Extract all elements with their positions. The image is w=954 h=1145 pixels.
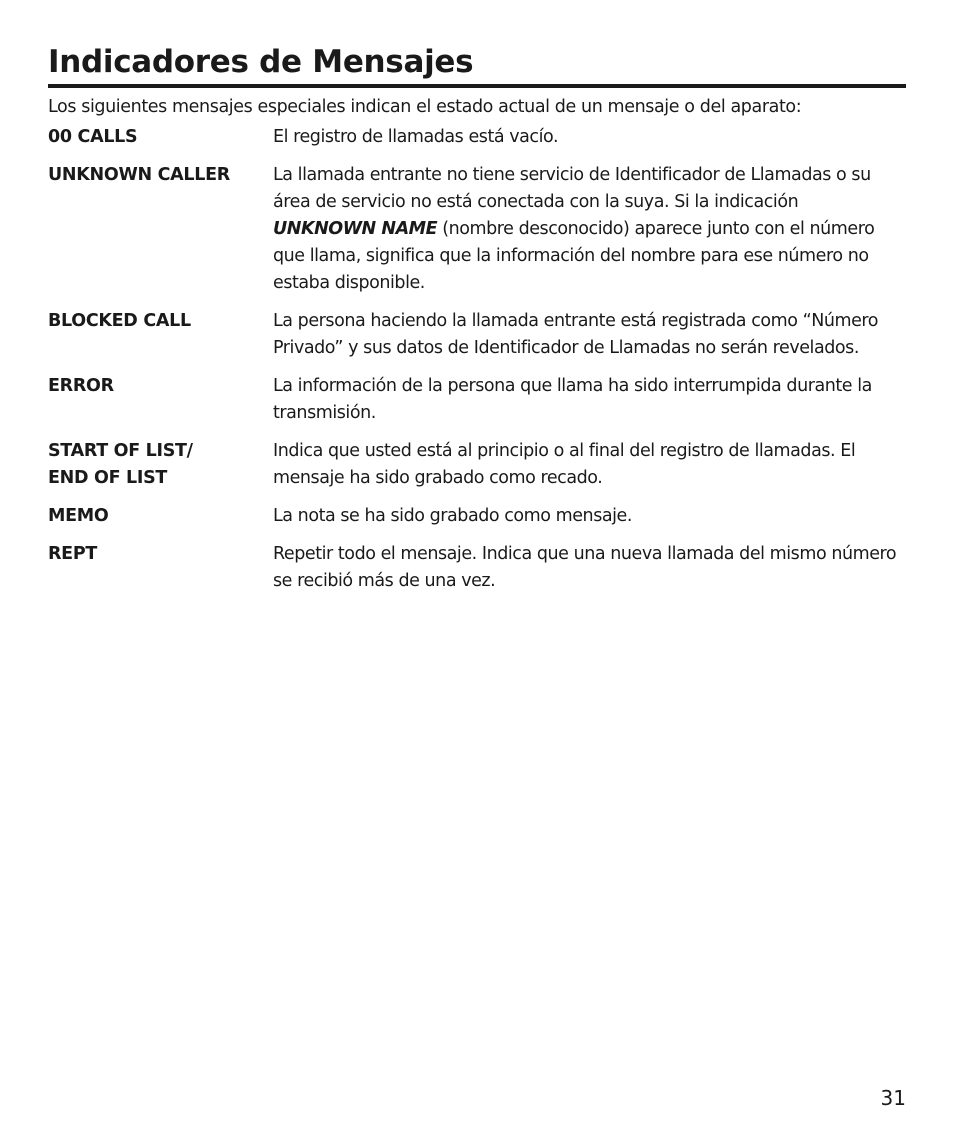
intro-text: Los siguientes mensajes especiales indican el estado actual de un mensaje o del aparato: [48, 97, 802, 117]
message-term-line: 00 CALLS [48, 127, 138, 147]
message-term-line: MEMO [48, 506, 109, 526]
description-emphasis: UNKNOWN NAME [273, 219, 438, 239]
message-description [273, 541, 906, 595]
message-term [48, 373, 273, 400]
page-content [48, 42, 906, 606]
message-term [48, 124, 273, 151]
message-indicator-list [48, 124, 906, 595]
list-item [48, 503, 906, 530]
message-term [48, 438, 273, 492]
page-number: 31 [880, 1086, 906, 1110]
message-term-line: REPT [48, 544, 97, 564]
message-term [48, 541, 273, 568]
page-title: Indicadores de Mensajes [48, 42, 906, 88]
message-term-line: ERROR [48, 376, 114, 396]
description-text: La información de la persona que llama ha sido interrumpida durante la transmisión. [273, 376, 872, 423]
message-description [273, 124, 906, 151]
list-item [48, 438, 906, 492]
message-term-line: START OF LIST/ [48, 441, 193, 461]
list-item [48, 541, 906, 595]
message-description [273, 308, 906, 362]
description-text: Repetir todo el mensaje. Indica que una nueva llamada del mismo número se recibió más de una vez. [273, 544, 897, 591]
message-term-line: END OF LIST [48, 468, 168, 488]
description-text: La persona haciendo la llamada entrante está registrada como “Número Privado” y sus datos de Identificador de Llamadas no serán revelados. [273, 311, 879, 358]
list-item [48, 308, 906, 362]
description-text: (nombre desconocido) aparece junto con el número que llama, significa que la información del nombre para ese número no estaba disponible. [273, 219, 875, 293]
message-term [48, 308, 273, 335]
message-description [273, 373, 906, 427]
list-item [48, 373, 906, 427]
message-term [48, 503, 273, 530]
list-item [48, 124, 906, 151]
message-description [273, 438, 906, 492]
description-text: Indica que usted está al principio o al final del registro de llamadas. El mensaje ha sido grabado como recado. [273, 441, 856, 488]
description-text: El registro de llamadas está vacío. [273, 127, 559, 147]
description-text: La llamada entrante no tiene servicio de Identificador de Llamadas o su área de servicio no está conectada con la suya. Si la indicación [273, 165, 871, 212]
message-term-line: BLOCKED CALL [48, 311, 191, 331]
list-item [48, 162, 906, 297]
message-term-line: UNKNOWN CALLER [48, 165, 230, 185]
description-text: La nota se ha sido grabado como mensaje. [273, 506, 632, 526]
message-term [48, 162, 273, 189]
message-description [273, 162, 906, 297]
message-description [273, 503, 906, 530]
